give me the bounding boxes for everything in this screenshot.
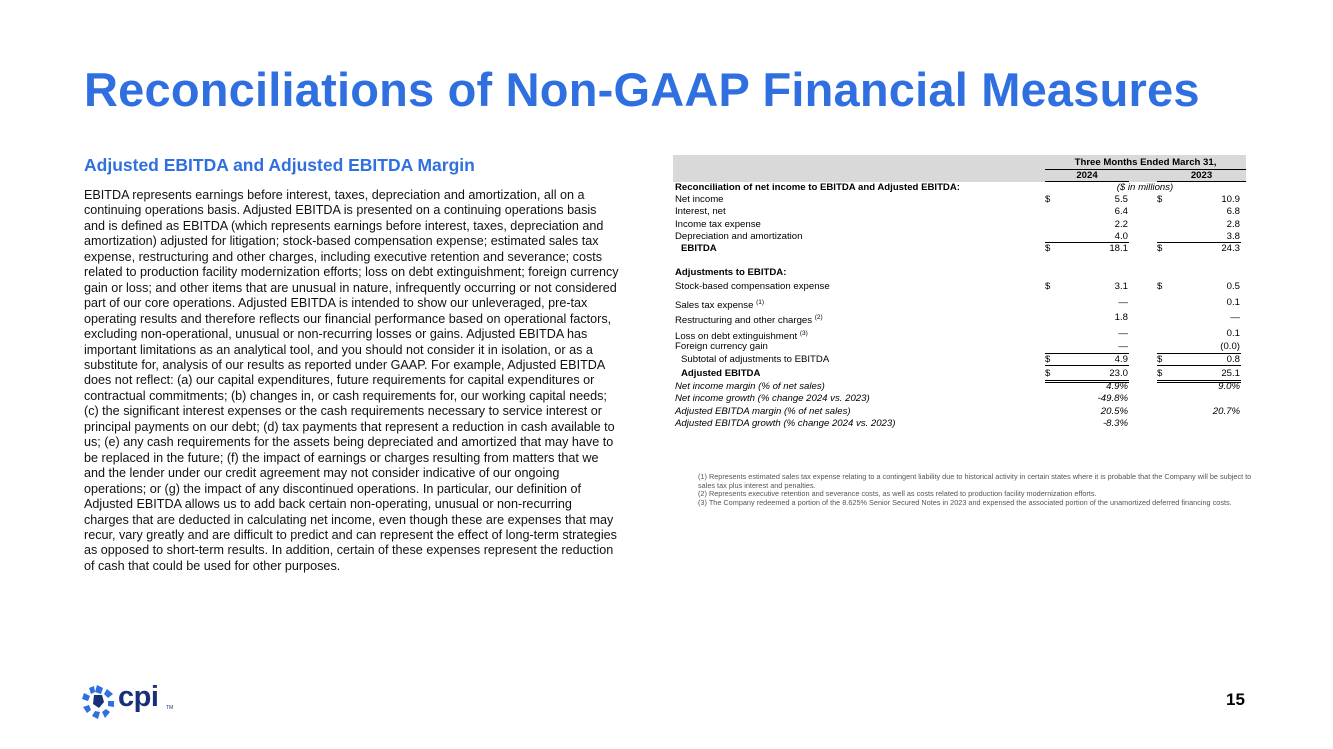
currency-symbol: $	[1045, 242, 1051, 254]
row-label: Net income growth (% change 2024 vs. 2023)	[675, 393, 870, 405]
row-label: Net income margin (% of net sales)	[675, 381, 825, 393]
value-2023: 2.8	[1226, 218, 1240, 230]
value-2023: —	[1230, 312, 1240, 324]
currency-symbol: $	[1157, 194, 1163, 206]
value-2024: 1.8	[1114, 312, 1128, 324]
currency-symbol: $	[1045, 353, 1051, 365]
value-2024: 18.1	[1109, 242, 1128, 254]
table-row	[673, 366, 1246, 382]
currency-symbol: $	[1045, 281, 1051, 293]
table-header	[673, 155, 1246, 182]
value-2024: -8.3%	[1102, 417, 1128, 429]
value-2024: 4.9%	[1106, 381, 1128, 393]
table-row	[673, 406, 1246, 418]
table-row	[673, 267, 1246, 279]
cpi-logo	[80, 683, 180, 719]
row-label: Adjusted EBITDA growth (% change 2024 vs. 2023)	[675, 417, 896, 429]
body-paragraph: EBITDA represents earnings before interest, taxes, depreciation and amortization, all on a continuing operations basis. Adjusted EBITDA is presented on a continuing operations basis and is defined as EBITDA (which represents earnings before interest, taxes, depreciation and amortization) adjusted for litigation; stock-based compensation expense; estimated sales tax expense, restructuring and other charges, including executive retention and severance; costs related to production facility modernization efforts; loss on debt extinguishment; foreign currency gain or loss; and other items that are unusual in nature, infrequently occurring or not considered part of our core operations. Adjusted EBITDA is intended to show our unleveraged, pre-tax operating results and therefore reflects our financial performance based on operational factors, excluding non-operational, unusual or non-recurring losses or gains. Adjusted EBITDA has important limitations as an analytical tool, and you should not consider it in isolation, or as a substitute for, analysis of our results as reported under GAAP. For example, Adjusted EBITDA does not reflect: (a) our capital expenditures, future requirements for capital expenditures or contractual commitments; (b) changes in, or cash requirements for, our working capital needs; (c) the significant interest expenses or the cash requirements necessary to service interest or principal payments on our debt; (d) tax payments that represent a reduction in cash available to us; (e) any cash requirements for the assets being depreciated and amortized that may have to be replaced in the future; (f) the impact of earnings or charges resulting from matters that we and the lender under our credit agreement may not consider indicative of our ongoing operations; or (g) the impact of any discontinued operations. In particular, our definition of Adjusted EBITDA allows us to add back certain non-operating, unusual or non-recurring charges that are deducted in calculating net income, even though these are expenses that may recur, vary greatly and are difficult to predict and can represent the effect of long-term strategies as opposed to short-term results. In addition, certain of these expenses represent the reduction of cash that could be used for other purposes.	[84, 188, 619, 573]
value-2023: 0.8	[1226, 353, 1240, 365]
section-subtitle: Adjusted EBITDA and Adjusted EBITDA Margin	[84, 155, 475, 175]
table-row	[673, 393, 1246, 405]
section-heading: Reconciliation of net income to EBITDA and Adjusted EBITDA:	[675, 182, 960, 193]
column-header-2023: 2023	[1157, 170, 1246, 182]
footnote-1: (1) Represents estimated sales tax expense relating to a contingent liability due to historical activity in certain states where it is probable that the Company will be subject to sales tax plus interest and penalties.	[698, 472, 1252, 490]
value-2023: 20.7%	[1212, 405, 1240, 417]
table-row	[673, 182, 1246, 194]
value-2024: —	[1118, 341, 1128, 353]
reconciliation-table	[673, 155, 1246, 430]
row-label: Subtotal of adjustments to EBITDA	[681, 353, 830, 365]
table-row	[673, 295, 1246, 311]
value-2023: 0.1	[1226, 296, 1240, 308]
table-row	[673, 279, 1246, 295]
value-2024: —	[1118, 296, 1128, 308]
value-2023: 0.1	[1226, 327, 1240, 339]
footnote-marker: (3)	[799, 329, 808, 337]
value-2023: 10.9	[1221, 194, 1240, 206]
value-2023: (0.0)	[1220, 341, 1240, 353]
currency-symbol: $	[1045, 367, 1051, 379]
row-label: Foreign currency gain	[675, 341, 768, 353]
currency-symbol: $	[1157, 281, 1163, 293]
table-row	[673, 219, 1246, 231]
table-row	[673, 206, 1246, 218]
value-2024: 4.9	[1114, 353, 1128, 365]
footnote-2: (2) Represents executive retention and severance costs, as well as costs related to production facility modernization efforts.	[698, 489, 1097, 499]
footnotes	[698, 473, 1254, 508]
row-label-text: Restructuring and other charges	[675, 315, 813, 327]
table-row	[673, 326, 1246, 342]
row-label: Interest, net	[675, 206, 726, 218]
value-2024: 2.2	[1114, 218, 1128, 230]
section-heading: Adjustments to EBITDA:	[675, 267, 787, 279]
table-row	[673, 341, 1246, 353]
table-row	[673, 194, 1246, 206]
cpi-logo-mark-icon	[80, 683, 118, 721]
value-2023: 24.3	[1221, 242, 1240, 254]
page-number: 15	[1226, 690, 1245, 709]
value-2024: 4.0	[1114, 230, 1128, 242]
value-2023: 3.8	[1226, 230, 1240, 242]
units-label: ($ in millions)	[1116, 182, 1174, 193]
value-2024: 20.5%	[1100, 405, 1128, 417]
value-2023: 6.8	[1226, 206, 1240, 218]
footnote-3: (3) The Company redeemed a portion of the 8.625% Senior Secured Notes in 2023 and expensed the associated portion of the unamortized deferred financing costs.	[698, 498, 1232, 508]
row-label: Adjusted EBITDA margin (% of net sales)	[675, 405, 851, 417]
value-2023: 0.5	[1226, 281, 1240, 293]
row-label: EBITDA	[681, 242, 717, 254]
logo-wordmark: cpi	[118, 681, 159, 713]
currency-symbol: $	[1157, 353, 1163, 365]
period-header: Three Months Ended March 31,	[1045, 157, 1246, 170]
currency-symbol: $	[1157, 367, 1163, 379]
page-title: Reconciliations of Non-GAAP Financial Measures	[84, 63, 1200, 116]
value-2024: 5.5	[1114, 194, 1128, 206]
row-label: Stock-based compensation expense	[675, 281, 830, 293]
value-2024: 6.4	[1114, 206, 1128, 218]
currency-symbol: $	[1157, 242, 1163, 254]
spacer-row	[673, 255, 1246, 267]
value-2023: 9.0%	[1218, 381, 1240, 393]
value-2024: 23.0	[1109, 367, 1128, 379]
footnote-marker: (2)	[814, 314, 823, 322]
value-2023: 25.1	[1221, 367, 1240, 379]
table-row	[673, 243, 1246, 255]
row-label: Net income	[675, 194, 724, 206]
table-row	[673, 231, 1246, 243]
value-2024: -49.8%	[1097, 393, 1128, 405]
table-row	[673, 310, 1246, 326]
table-row	[673, 418, 1246, 430]
row-label-text: Loss on debt extinguishment	[675, 330, 798, 342]
row-label: Adjusted EBITDA	[681, 367, 761, 379]
logo-trademark: TM	[166, 705, 174, 711]
value-2024: —	[1118, 327, 1128, 339]
row-label: Income tax expense	[675, 218, 761, 230]
table-row	[673, 354, 1246, 366]
row-label-text: Sales tax expense	[675, 299, 754, 311]
value-2024: 3.1	[1114, 281, 1128, 293]
footnote-marker: (1)	[756, 298, 765, 306]
row-label: Depreciation and amortization	[675, 230, 803, 242]
table-row	[673, 381, 1246, 393]
currency-symbol: $	[1045, 194, 1051, 206]
column-header-2024: 2024	[1045, 170, 1129, 182]
